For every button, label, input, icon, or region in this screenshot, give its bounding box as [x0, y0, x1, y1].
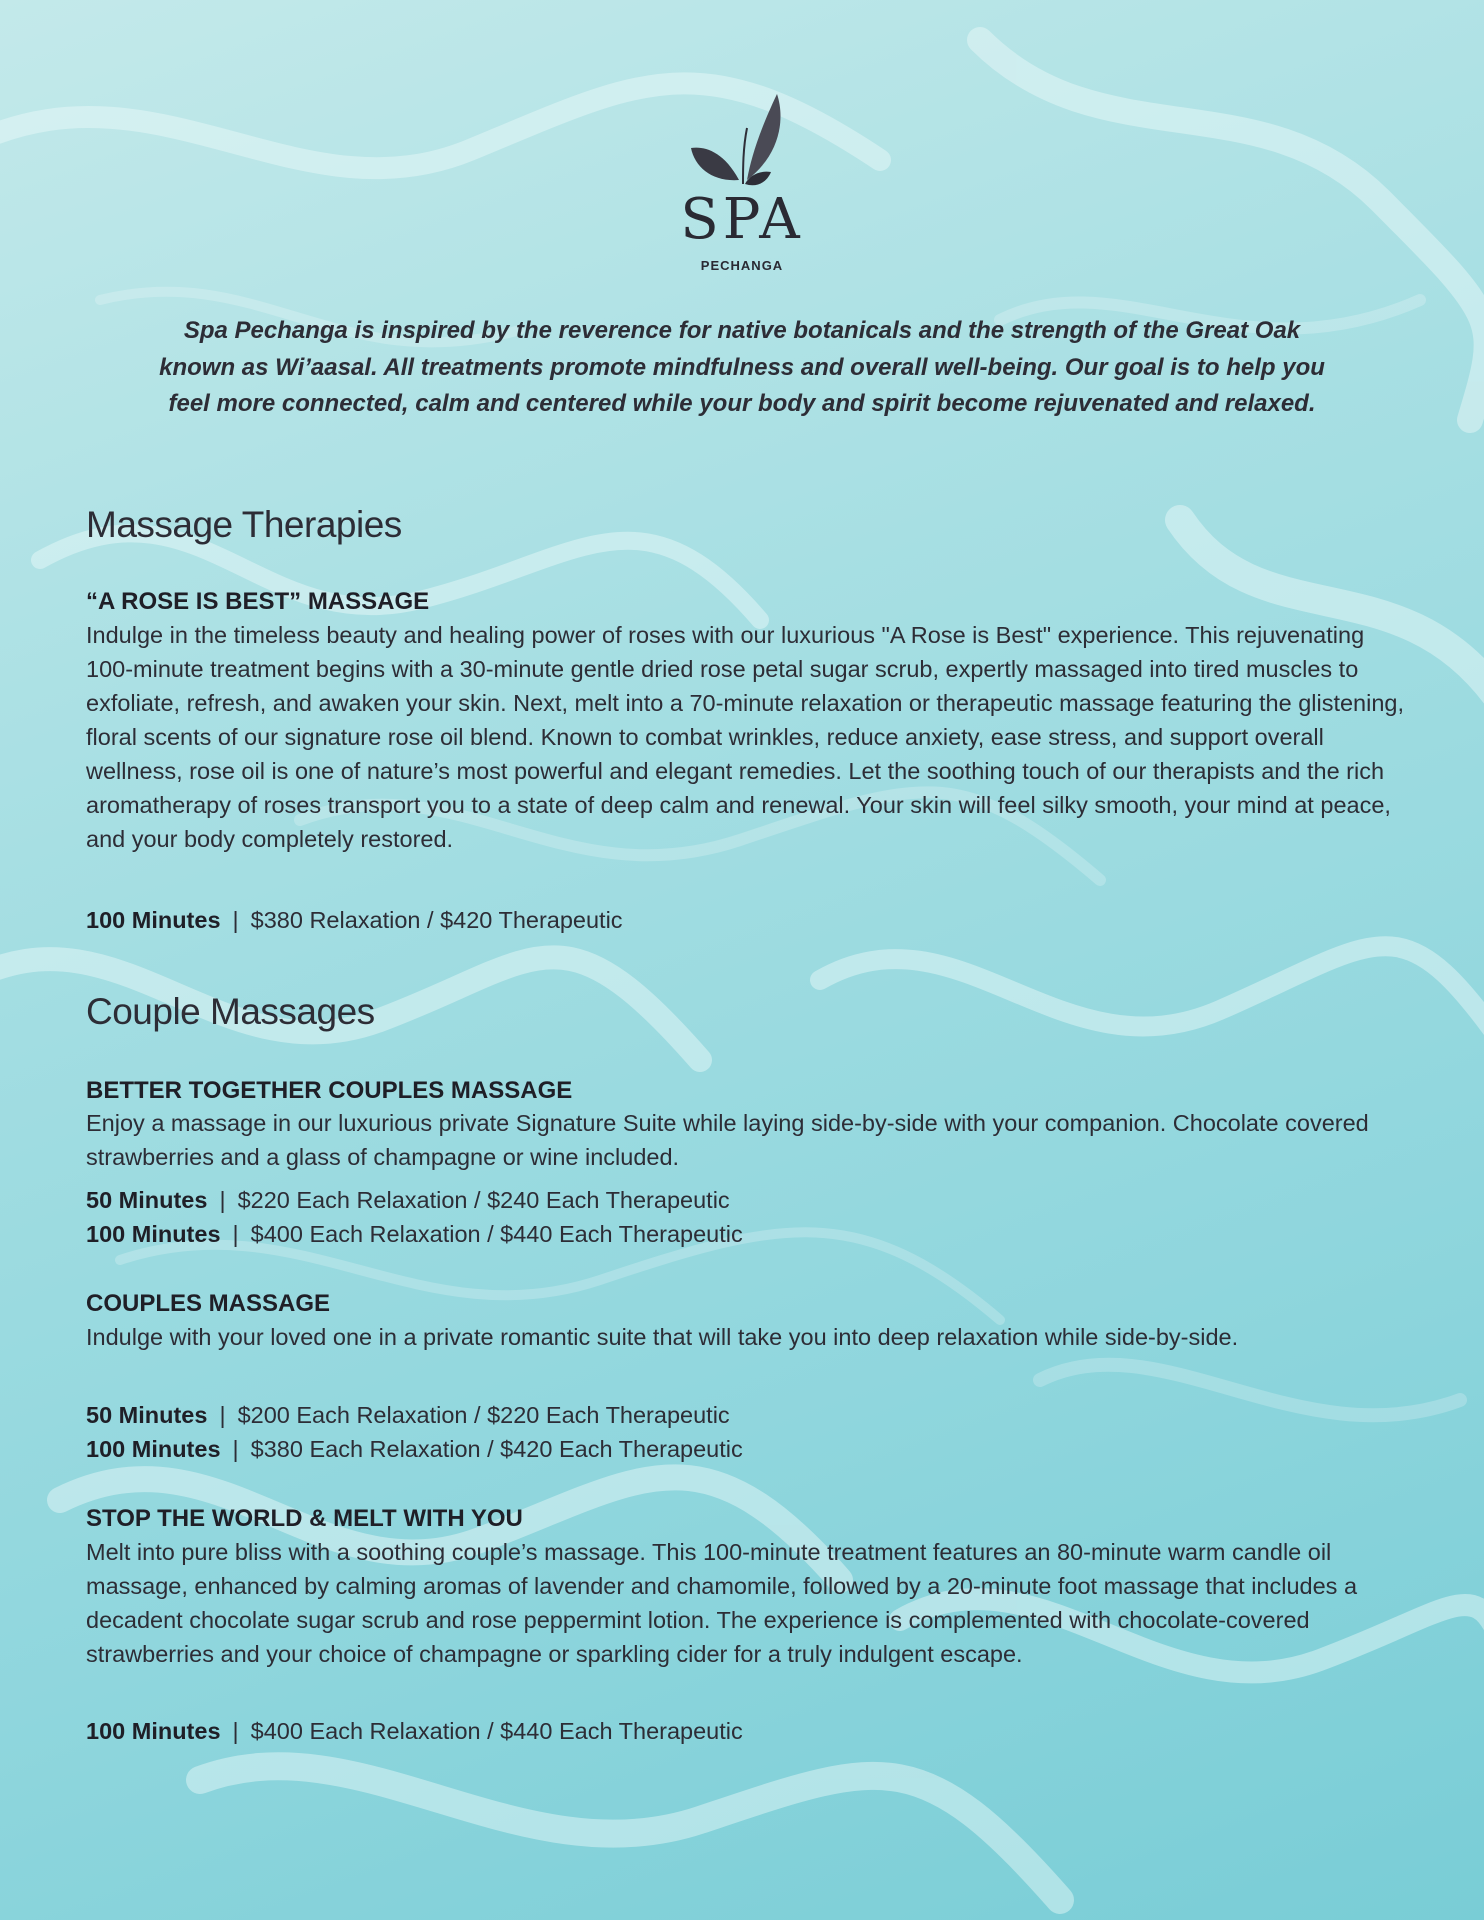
item-title-rose-massage: “A ROSE IS BEST” MASSAGE: [86, 588, 430, 615]
duration: 100 Minutes: [86, 1718, 221, 1744]
intro-text: Spa Pechanga is inspired by the reverence for native botanicals and the strength of the Great Oak known as Wi’aasal. All treatments promote mindfulness and overall well-being. Our goal is to help you feel more connected, calm and centered while your body and spirit become rejuvenated and relaxed.: [159, 317, 1325, 417]
separator: |: [232, 1221, 239, 1247]
separator: |: [232, 1436, 239, 1462]
duration: 100 Minutes: [86, 1221, 221, 1247]
item-desc-better-together: Enjoy a massage in our luxurious private Signature Suite while laying side-by-side with your companion. Chocolate covered strawberries and a glass of champagne or wine included.: [86, 1110, 1369, 1170]
item-desc-rose-massage: Indulge in the timeless beauty and healing power of roses with our luxurious "A Rose is Best" experience. This rejuvenating 100-minute treatment begins with a 30-minute gentle dried rose petal sugar scrub, expertly massaged into tired muscles to exfoliate, refresh, and awaken your skin. Next, melt into a 70-minute relaxation or therapeutic massage featuring the glistening, floral scents of our signature rose oil blend. Known to combat wrinkles, reduce anxiety, ease stress, and support overall wellness, rose oil is one of nature’s most powerful and elegant remedies. Let the soothing touch of our therapists and the rich aromatherapy of roses transport you to a state of deep calm and renewal. Your skin will feel silky smooth, your mind at peace, and your body completely restored.: [86, 622, 1405, 852]
price: $400 Each Relaxation / $440 Each Therapeutic: [250, 1718, 743, 1744]
price-line-rose-100: [86, 907, 623, 934]
separator: |: [219, 1402, 226, 1428]
item-desc-couples-massage: Indulge with your loved one in a private romantic suite that will take you into deep relaxation while side-by-side.: [86, 1324, 1239, 1350]
separator: |: [232, 907, 239, 933]
price: $380 Each Relaxation / $420 Each Therapeutic: [250, 1436, 743, 1462]
price-line-better-50: [86, 1187, 730, 1214]
item-desc-stop-the-world: Melt into pure bliss with a soothing couple’s massage. This 100-minute treatment features an 80-minute warm candle oil massage, enhanced by calming aromas of lavender and chamomile, followed by a 20-minute foot massage that includes a decadent chocolate sugar scrub and rose peppermint lotion. The experience is complemented with chocolate-covered strawberries and your choice of champagne or sparkling cider for a truly indulgent escape.: [86, 1539, 1358, 1667]
logo-subtitle: PECHANGA: [700, 258, 784, 273]
item-title-better-together: BETTER TOGETHER COUPLES MASSAGE: [86, 1077, 573, 1104]
section-title-massage-therapies: Massage Therapies: [86, 504, 402, 545]
duration: 100 Minutes: [86, 907, 221, 933]
price: $200 Each Relaxation / $220 Each Therapeutic: [237, 1402, 730, 1428]
price: $220 Each Relaxation / $240 Each Therapeutic: [237, 1187, 730, 1213]
section-title-couple-massages: Couple Massages: [86, 991, 375, 1032]
price-line-couples-100: [86, 1436, 743, 1463]
logo-wordmark: SPA: [680, 187, 804, 252]
duration: 50 Minutes: [86, 1402, 208, 1428]
item-title-stop-the-world: STOP THE WORLD & MELT WITH YOU: [86, 1505, 523, 1532]
price: $400 Each Relaxation / $440 Each Therapeutic: [250, 1221, 743, 1247]
price-line-stop-100: [86, 1718, 743, 1745]
duration: 50 Minutes: [86, 1187, 208, 1213]
leaf-icon: [687, 88, 797, 190]
spa-logo: [642, 88, 842, 273]
price-line-better-100: [86, 1221, 743, 1248]
duration: 100 Minutes: [86, 1436, 221, 1462]
price-line-couples-50: [86, 1402, 730, 1429]
separator: |: [219, 1187, 226, 1213]
separator: |: [232, 1718, 239, 1744]
item-title-couples-massage: COUPLES MASSAGE: [86, 1290, 331, 1317]
price: $380 Relaxation / $420 Therapeutic: [250, 907, 623, 933]
